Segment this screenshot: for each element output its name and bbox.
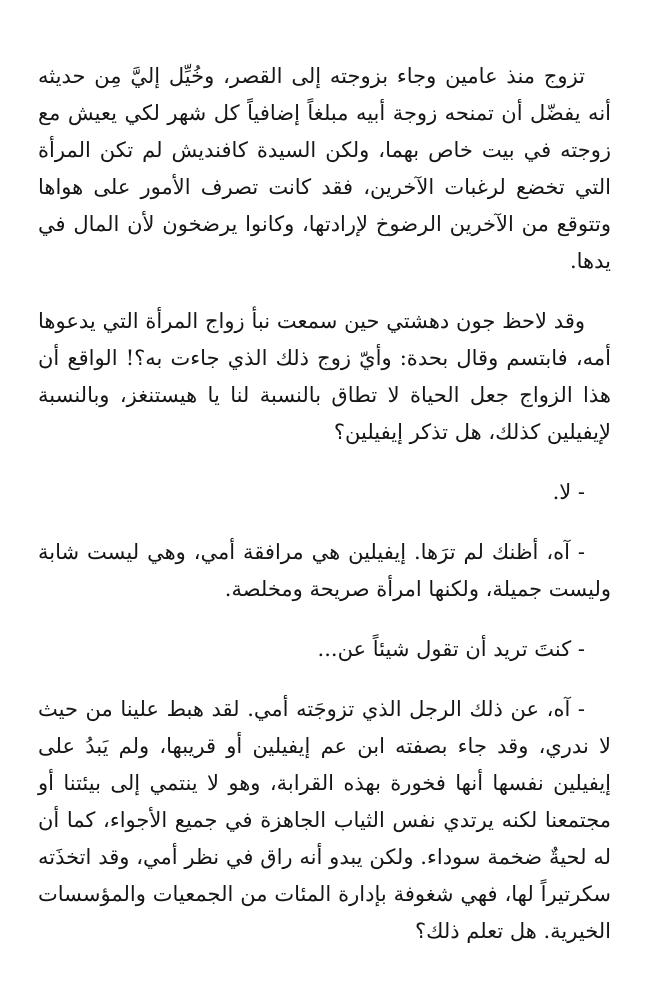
book-page (38, 58, 611, 950)
paragraph-john-reaction: وقد لاحظ جون دهشتي حين سمعت نبأ زواج المرأة التي يدعوها أمه، فابتسم وقال بحدة: وأيّ زوج ذلك الذي جاءت به؟! الواقع أن هذا الزواج جعل الحياة لا تطاق بالنسبة لنا يا هيستنغز، وبالنسبة لإيفيلين كذلك، هل تذكر إيفيلين؟ (38, 309, 611, 444)
dialogue-paragraph-stepfather: - آه، عن ذلك الرجل الذي تزوجَته أمي. لقد هبط علينا من حيث لا ندري، وقد جاء بصفته ابن عم إيفيلين أو قريبها، ولم يَبدُ على إيفيلين نفسها أنها فخورة بهذه القرابة، وهو لا ينتمي إلى بيئتنا أو مجتمعنا لكنه يرتدي نفس الثياب الجاهزة في جميع الأجواء، كما أن له لحيةٌ ضخمة سوداء. ولكن يبدو أنه راق في نظر أمي، وقد اتخذَته سكرتيراً لها، فهي شغوفة بإدارة المئات من الجمعيات والمؤسسات الخيرية. هل تعلم ذلك؟ (38, 697, 611, 943)
dialogue-line: - كنتَ تريد أن تقول شيئاً عن... (317, 637, 585, 661)
dialogue-line: - لا. (552, 480, 585, 504)
paragraph-household-background: تزوج منذ عامين وجاء بزوجته إلى القصر، وخُيِّل إليَّ مِن حديثه أنه يفضّل أن تمنحه زوجة أبيه مبلغاً إضافياً كل شهر لكي يعيش مع زوجته في بيت خاص بهما، ولكن السيدة كافنديش لم تكن المرأة التي تخضع لرغبات الآخرين، فقد كانت تصرف الأمور على هواها وتتوقع من الآخرين الرضوخ لإرادتها، وكانوا يرضخون لأن المال في يدها. (38, 64, 611, 273)
dialogue-line: - آه، أظنك لم ترَها. إيفيلين هي مرافقة أمي، وهي ليست شابة وليست جميلة، ولكنها امرأة صريحة ومخلصة. (38, 540, 611, 601)
